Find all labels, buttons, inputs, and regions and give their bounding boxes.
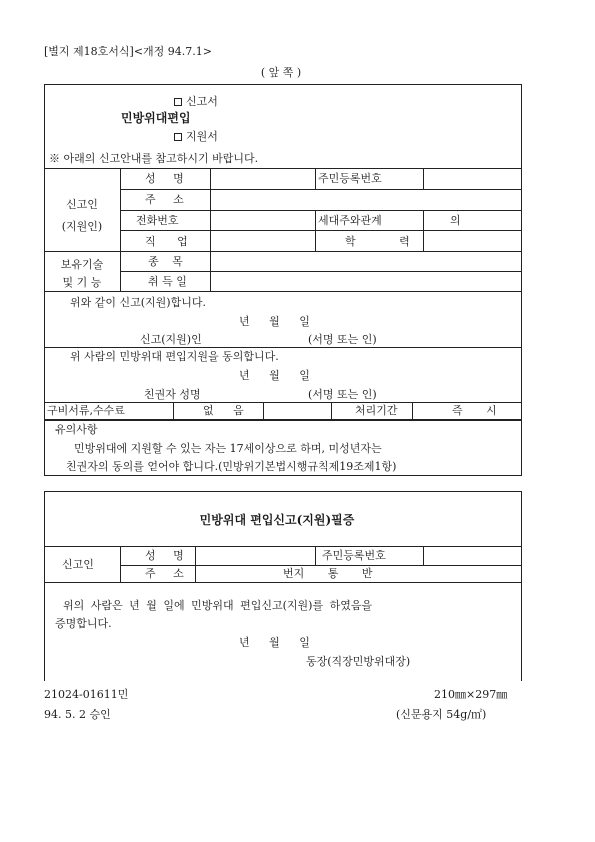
- certificate-title: 민방위대 편입신고(지원)필증: [199, 513, 355, 527]
- reporter-group-label: 신고인 (지원인): [61, 198, 103, 233]
- skills-type-label: 종 목: [148, 255, 183, 268]
- consent-signer: 친권자 성명: [144, 388, 201, 401]
- reporter-job-label: 직 업: [145, 235, 188, 248]
- consent-date: 년 월 일: [239, 369, 310, 382]
- declaration-signer: 신고(지원)인: [140, 333, 202, 346]
- cert-name-field[interactable]: [196, 547, 314, 564]
- reporter-relation-label: 세대주와관계: [318, 214, 382, 227]
- reporter-name-field[interactable]: [211, 169, 314, 188]
- form-code: [별지 제18호서식]<개정 94.7.1>: [44, 45, 213, 58]
- page-side-label: ( 앞 쪽 ): [260, 66, 302, 79]
- documents-fee-value: 없 음: [203, 404, 244, 417]
- cert-text-line-2: 증명합니다.: [55, 617, 112, 630]
- cert-rrn-label: 주민등록번호: [322, 549, 386, 562]
- checkbox-application[interactable]: [174, 133, 182, 141]
- reporter-job-field[interactable]: [211, 231, 314, 250]
- cert-reporter-label: 신고인: [62, 558, 94, 571]
- paper-type: (신문용지 54g/㎡): [396, 708, 487, 721]
- checkbox-report[interactable]: [174, 98, 182, 106]
- consent-text: 위 사람의 민방위대 편입지원을 동의합니다.: [70, 350, 279, 363]
- paper-size: 210㎜×297㎜: [434, 688, 508, 701]
- consent-sign-note: (서명 또는 인): [308, 388, 377, 401]
- reporter-phone-label: 전화번호: [136, 214, 179, 227]
- reporter-rrn-field[interactable]: [424, 169, 521, 188]
- notice-line-2: 친권자의 동의를 얻어야 합니다.(민방위기본법시행규칙제19조제1항): [66, 460, 397, 473]
- processing-period-value: 즉 시: [452, 404, 497, 417]
- approval-date: 94. 5. 2 승인: [44, 708, 111, 721]
- doc-number: 21024-01611민: [44, 688, 129, 701]
- skills-type-field[interactable]: [211, 252, 521, 270]
- notice-title: 유의사항: [55, 423, 98, 436]
- reporter-address-field[interactable]: [211, 190, 521, 209]
- declaration-date: 년 월 일: [239, 315, 310, 328]
- cert-address-label: 주 소: [145, 567, 184, 580]
- skills-date-label: 취 득 일: [148, 275, 187, 288]
- option-report-label: 신고서: [186, 95, 218, 108]
- form-title: 민방위대편입: [121, 111, 191, 125]
- declaration-sign-note: (서명 또는 인): [308, 333, 377, 346]
- notice-line-1: 민방위대에 지원할 수 있는 자는 17세이상으로 하며, 미성년자는: [74, 442, 382, 455]
- cert-name-label: 성 명: [145, 549, 184, 562]
- reporter-relation-suffix: 의: [450, 214, 461, 227]
- option-application[interactable]: [174, 130, 218, 143]
- cert-rrn-field[interactable]: [424, 547, 521, 564]
- option-application-label: 지원서: [186, 130, 218, 143]
- cert-address-value: 번지 통 반: [283, 567, 373, 580]
- reporter-education-field[interactable]: [424, 231, 521, 250]
- processing-period-label: 처리기간: [355, 404, 398, 417]
- reporter-phone-field[interactable]: [211, 211, 314, 229]
- reporter-rrn-label: 주민등록번호: [318, 172, 382, 185]
- reporter-education-label: 학 력: [345, 235, 410, 248]
- cert-text-line-1: 위의 사람은 년 월 일에 민방위대 편입신고(지원)를 하였음을: [63, 599, 373, 612]
- cert-date: 년 월 일: [239, 636, 310, 649]
- reporter-address-label: 주 소: [145, 193, 184, 206]
- declaration-text: 위와 같이 신고(지원)합니다.: [70, 296, 206, 309]
- documents-fee-label: 구비서류,수수료: [47, 404, 125, 417]
- reporter-name-label: 성 명: [145, 172, 184, 185]
- guide-note: ※ 아래의 신고안내를 참고하시기 바랍니다.: [49, 152, 259, 165]
- skills-group-label: 보유기술 및 기 능: [60, 258, 104, 289]
- option-report[interactable]: [174, 95, 218, 108]
- cert-issuer: 동장(직장민방위대장): [306, 655, 411, 668]
- skills-date-field[interactable]: [211, 272, 521, 290]
